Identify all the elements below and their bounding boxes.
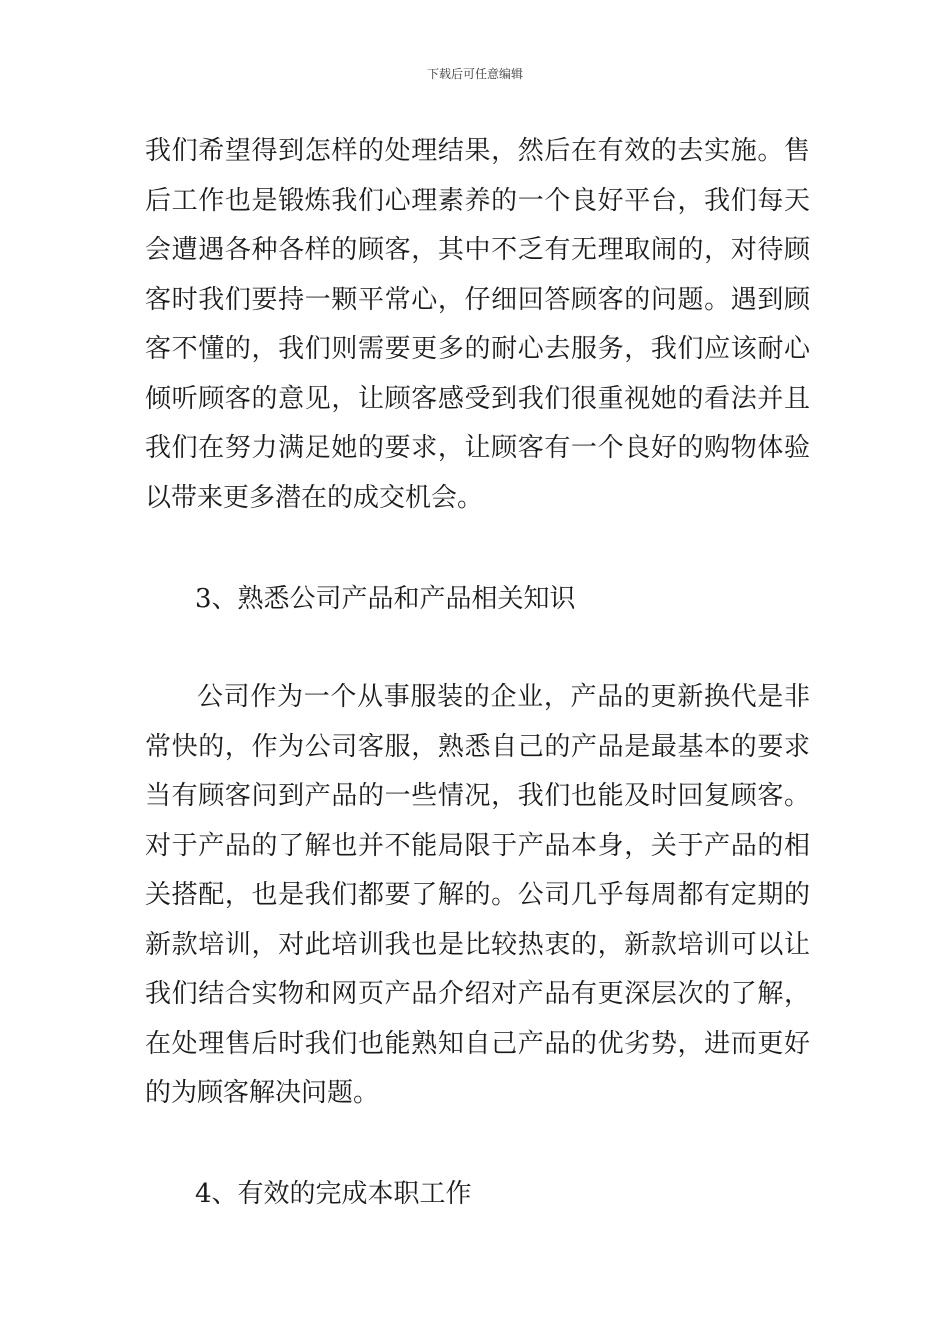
paragraph-product-knowledge: 公司作为一个从事服装的企业，产品的更新换代是非常快的，作为公司客服，熟悉自己的产品是最基本的要求当有顾客问到产品的一些情况，我们也能及时回复顾客。对于产品的了解也并不能局限于产品本身，关于产品的相关搭配，也是我们都要了解的。公司几乎每周都有定期的新款培训，对此培训我也是比较热衷的，新款培训可以让我们结合实物和网页产品介绍对产品有更深层次的了解，在处理售后时我们也能熟知自己产品的优劣势，进而更好的为顾客解决问题。: [145, 682, 810, 1108]
section-heading-3: 3、熟悉公司产品和产品相关知识: [195, 584, 576, 614]
page-header-note: 下载后可任意编辑: [426, 67, 523, 81]
paragraph-after-sales: 我们希望得到怎样的处理结果，然后在有效的去实施。售后工作也是锻炼我们心理素养的一个良好平台，我们每天会遭遇各种各样的顾客，其中不乏有无理取闹的，对待顾客时我们要持一颗平常心，仔细回答顾客的问题。遇到顾客不懂的，我们则需要更多的耐心去服务，我们应该耐心倾听顾客的意见，让顾客感受到我们很重视她的看法并且我们在努力满足她的要求，让顾客有一个良好的购物体验以带来更多潜在的成交机会。: [145, 136, 810, 513]
section-heading-4: 4、有效的完成本职工作: [195, 1179, 472, 1209]
